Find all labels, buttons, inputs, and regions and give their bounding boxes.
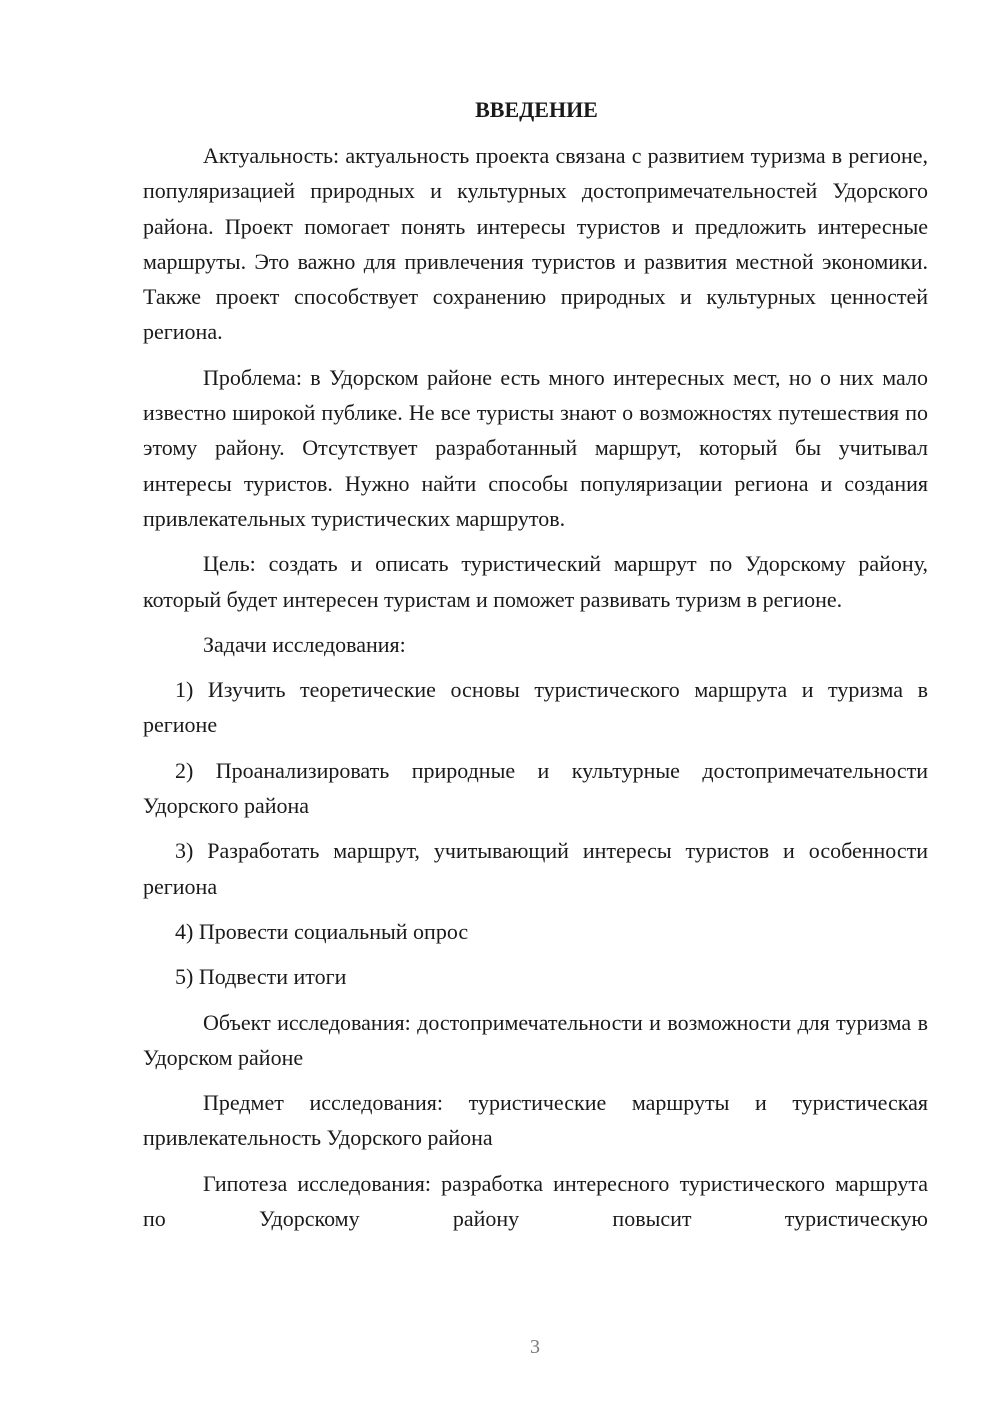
object-paragraph: Объект исследования: достопримечательности и возможности для туризма в Удорском районе [143,1009,928,1070]
task-item-3: 3) Разработать маршрут, учитывающий интересы туристов и особенности региона [143,838,928,899]
task-item-5: 5) Подвести итоги [175,964,347,990]
document-page [143,94,928,1236]
task-item-4: 4) Провести социальный опрос [175,918,469,944]
page-number: 3 [530,1336,540,1358]
task-item-2: 2) Проанализировать природные и культурные достопримечательности Удорского района [143,757,928,819]
subject-paragraph: Предмет исследования: туристические маршруты и туристическая привлекательность Удорского района [143,1090,928,1151]
relevance-paragraph: Актуальность: актуальность проекта связана с развитием туризма в регионе, популяризацией природных и культурных достопримечательностей Удорского района. Проект помогает понять интересы туристов и предложить интересные маршруты. Это важно для привлечения туристов и развития местной экономики. Также проект способствует сохранению природных и культурных ценностей региона. [143,143,928,345]
section-heading: ВВЕДЕНИЕ [475,97,598,122]
tasks-heading: Задачи исследования: [203,631,406,657]
task-item-1: 1) Изучить теоретические основы туристического маршрута и туризма в регионе [143,677,928,738]
goal-paragraph: Цель: создать и описать туристический маршрут по Удорскому району, который будет интересен туристам и поможет развивать туризм в регионе. [143,551,928,612]
hypothesis-paragraph: Гипотеза исследования: разработка интересного туристического маршрута по Удорскому району повысит туристическую [143,1170,928,1232]
problem-paragraph: Проблема: в Удорском районе есть много интересных мест, но о них мало известно широкой публике. Не все туристы знают о возможностях путешествия по этому району. Отсутствует разработанный маршрут, который бы учитывал интересы туристов. Нужно найти способы популяризации региона и создания привлекательных туристических маршрутов. [143,364,928,531]
